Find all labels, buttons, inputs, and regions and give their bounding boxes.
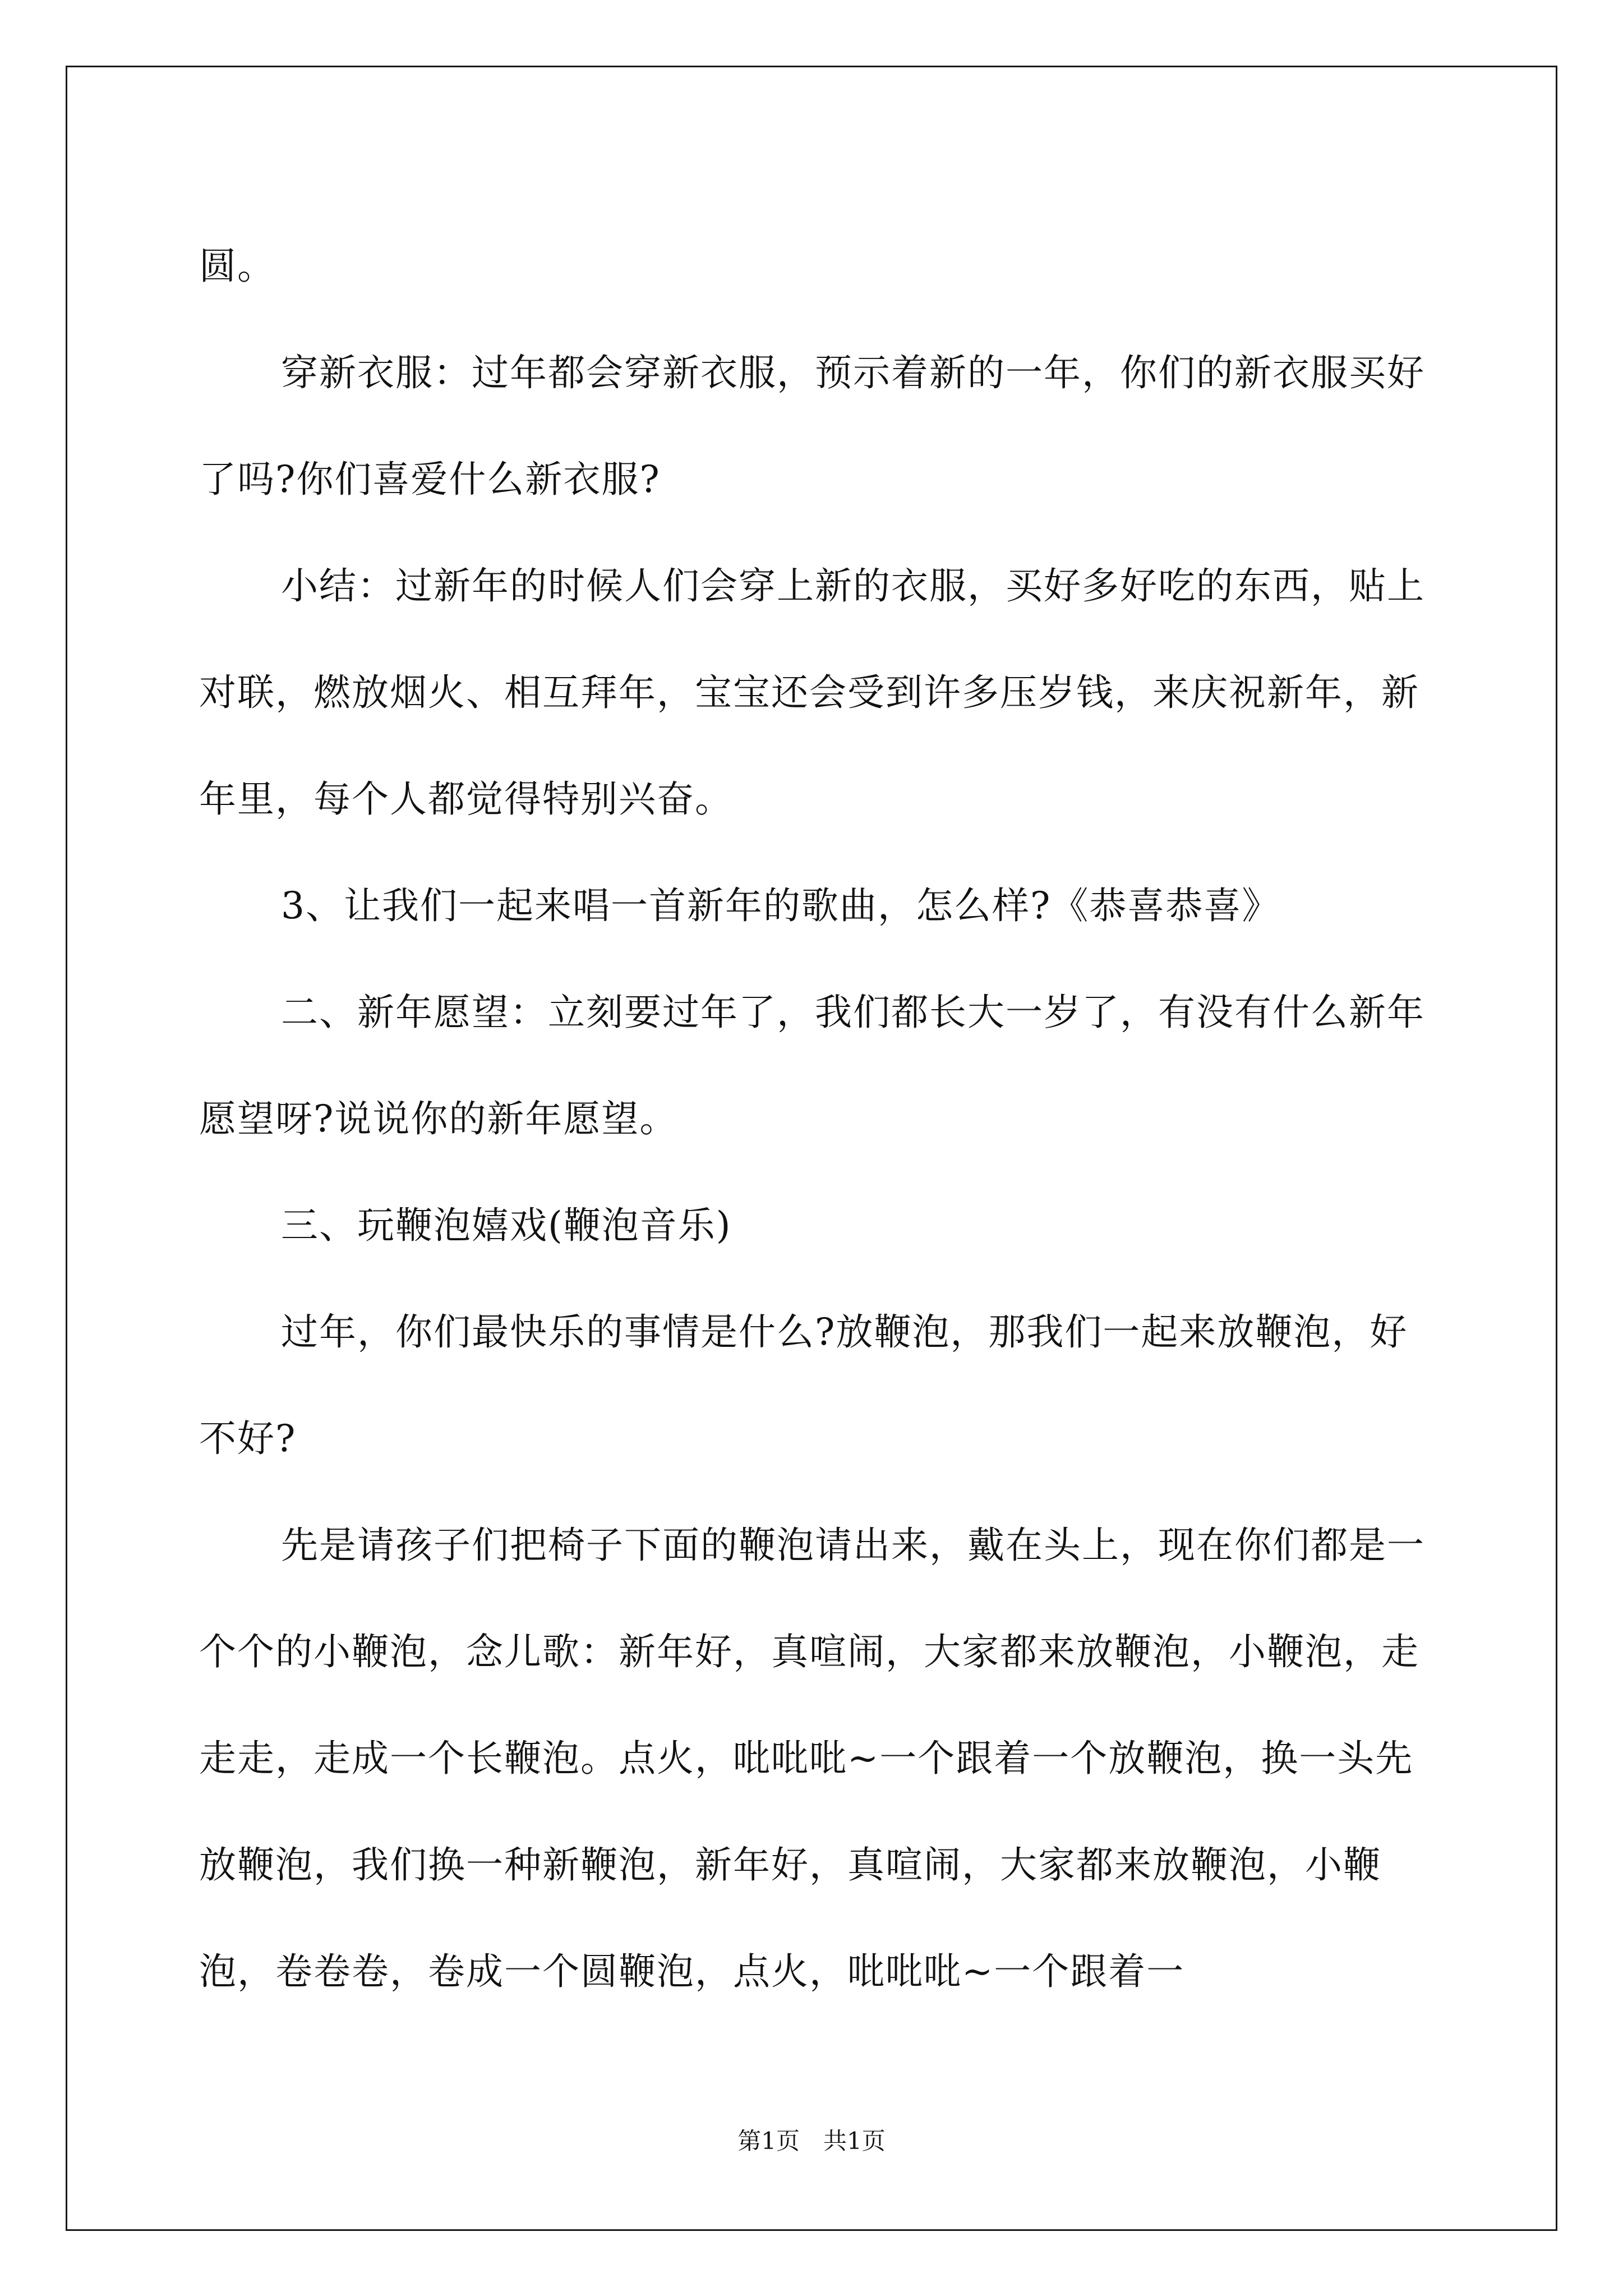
paragraph: 小结：过新年的时候人们会穿上新的衣服，买好多好吃的东西，贴上对联，燃放烟火、相互拜年，宝宝还会受到许多压岁钱，来庆祝新年，新年里，每个人都觉得特别兴奋。	[199, 564, 1425, 821]
paragraph: 穿新衣服：过年都会穿新衣服，预示着新的一年，你们的新衣服买好了吗?你们喜爱什么新衣服?	[199, 351, 1425, 501]
paragraph: 3、让我们一起来唱一首新年的歌曲，怎么样?《恭喜恭喜》	[281, 884, 1280, 927]
paragraph: 过年，你们最快乐的事情是什么?放鞭泡，那我们一起来放鞭泡，好不好?	[199, 1310, 1408, 1460]
paragraph: 圆。	[199, 245, 275, 288]
paragraph: 先是请孩子们把椅子下面的鞭泡请出来，戴在头上，现在你们都是一个个的小鞭泡，念儿歌：新年好，真喧闹，大家都来放鞭泡，小鞭泡，走走走，走成一个长鞭泡。点火，吡吡吡~一个跟着一个放鞭泡，换一头先放鞭泡，我们换一种新鞭泡，新年好，真喧闹，大家都来放鞭泡，小鞭泡，卷卷卷，卷成一个圆鞭泡，点火，吡吡吡~一个跟着一	[199, 1524, 1425, 1993]
paragraph: 三、玩鞭泡嬉戏(鞭泡音乐)	[281, 1204, 732, 1247]
page-footer: 第1页 共1页	[737, 2127, 886, 2155]
paragraph: 二、新年愿望：立刻要过年了，我们都长大一岁了，有没有什么新年愿望呀?说说你的新年愿望。	[199, 991, 1425, 1140]
document-body	[199, 213, 1433, 2025]
